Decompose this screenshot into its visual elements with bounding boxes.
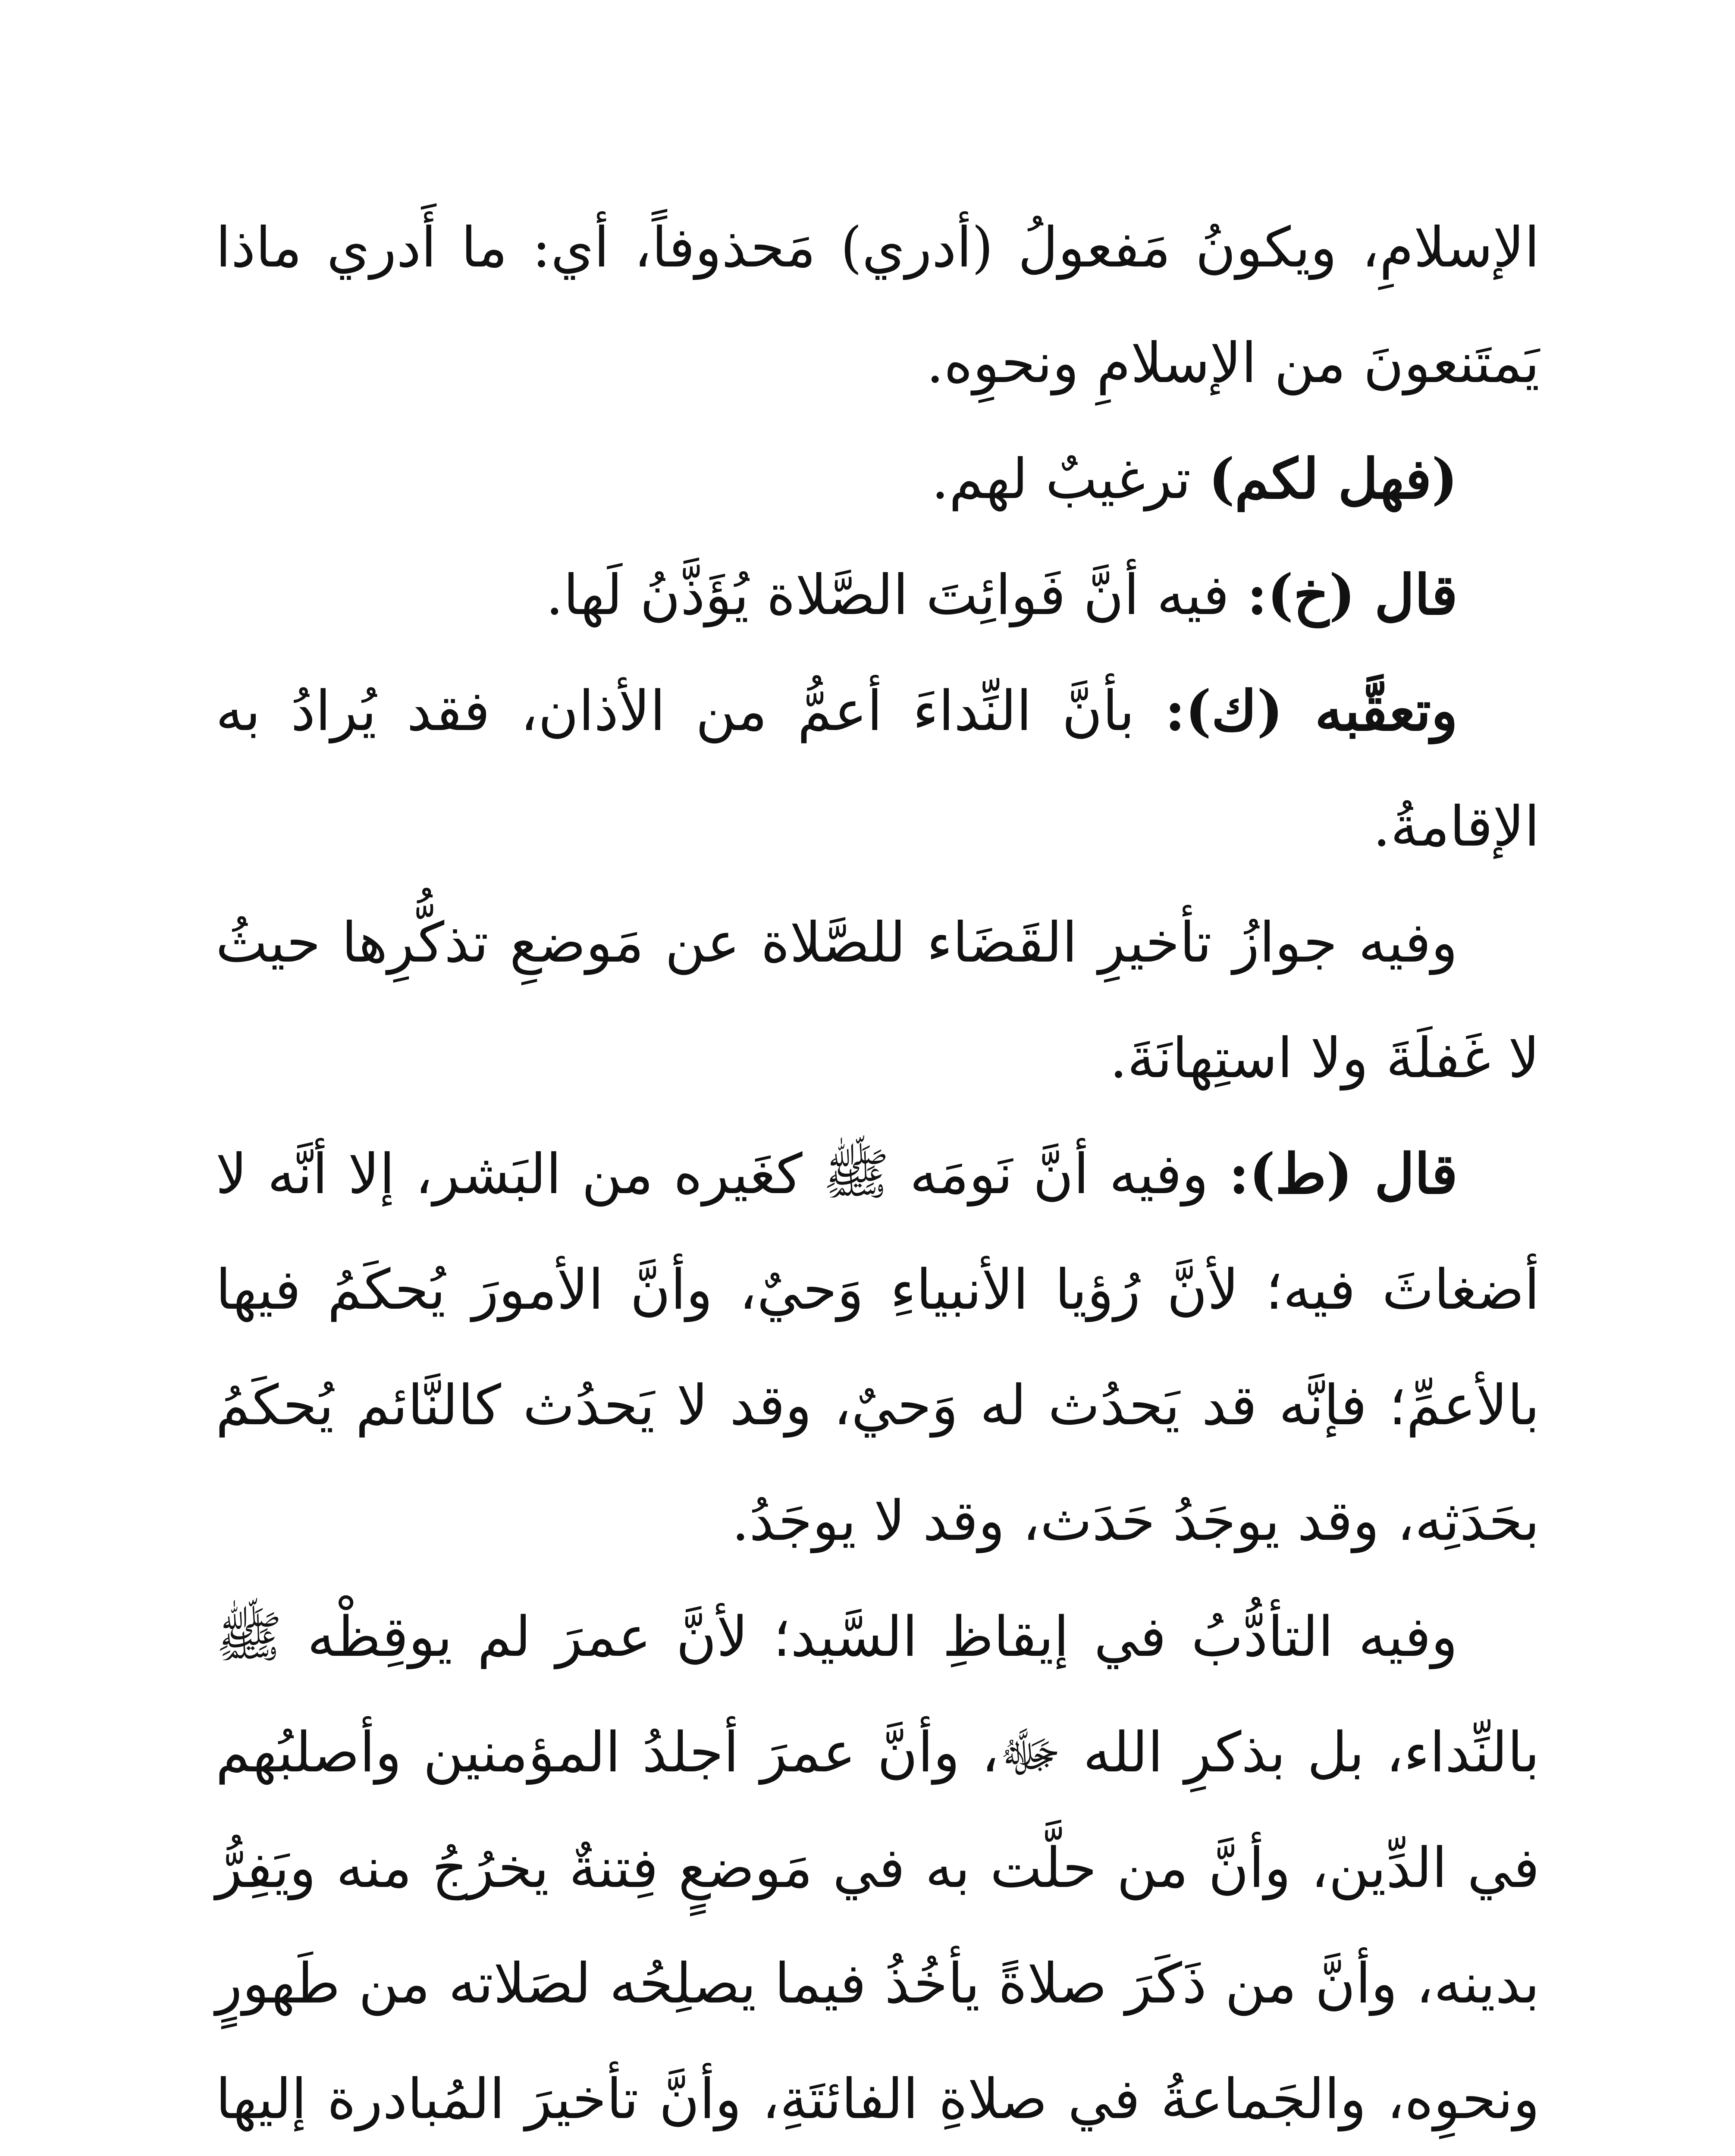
- paragraph-text: وفيه أنَّ نَومَه ﷺ كغَيره من البَشر، إلا أنَّه لا أضغاثَ فيه؛ لأنَّ رُؤيا الأنبياءِ وَحيٌ، وأنَّ الأمورَ يُحكَمُ فيها بالأعمِّ؛ فإنَّه قد يَحدُث له وَحيٌ، وقد لا يَحدُث كالنَّائم يُحكَمُ بحَدَثِه، وقد يوجَدُ حَدَث، وقد لا يوجَدُ.: [216, 1142, 1540, 1553]
- paragraph-lead: قال (خ):: [1247, 563, 1458, 627]
- paragraph-6: [216, 1116, 1540, 1579]
- body-text: [216, 190, 1540, 2156]
- paragraph-4: [216, 653, 1540, 885]
- paragraph-2: [216, 421, 1540, 537]
- paragraph-text: بأنَّ النِّداءَ أعمُّ من الأذان، فقد يُرادُ به الإقامةُ.: [216, 679, 1540, 859]
- paragraph-7: [216, 1579, 1540, 2156]
- paragraph-text: ترغيبٌ لهم.: [931, 447, 1209, 511]
- paragraph-lead: قال (ط):: [1229, 1142, 1458, 1206]
- paragraph-text: الإسلامِ، ويكونُ مَفعولُ (أدري) مَحذوفاً، أي: ما أَدري ماذا يَمتَنعونَ من الإسلامِ ونحوِه.: [216, 216, 1540, 395]
- paragraph-lead: (فهل لكم): [1208, 447, 1458, 511]
- paragraph-text: فيه أنَّ فَوائِتَ الصَّلاة يُؤَذَّنُ لَها.: [546, 563, 1247, 627]
- paragraph-3: [216, 537, 1540, 653]
- paragraph-1: [216, 190, 1540, 421]
- paragraph-5: [216, 885, 1540, 1116]
- paragraph-lead: وتعقَّبه (ك):: [1165, 679, 1458, 743]
- paragraph-text: وفيه جوازُ تأخيرِ القَضَاء للصَّلاة عن مَوضعِ تذكُّرِها حيثُ لا غَفلَةَ ولا استِهانَةَ.: [216, 911, 1540, 1091]
- paragraph-text: وفيه التأدُّبُ في إيقاظِ السَّيد؛ لأنَّ عمرَ لم يوقِظْه ﷺ بالنِّداء، بل بذكرِ الله ﷻ، وأنَّ عمرَ أجلدُ المؤمنين وأصلبُهم في الدِّين، وأنَّ من حلَّت به في مَوضعٍ فِتنةٌ يخرُجُ منه ويَفِرُّ بدينه، وأنَّ من ذَكَرَ صلاةً يأخُذُ فيما يصلِحُه لصَلاته من طَهورٍ ونحوِه، والجَماعةُ في صلاةِ الفائتَةِ، وأنَّ تأخيرَ المُبادرة إليها: [216, 1605, 1540, 2131]
